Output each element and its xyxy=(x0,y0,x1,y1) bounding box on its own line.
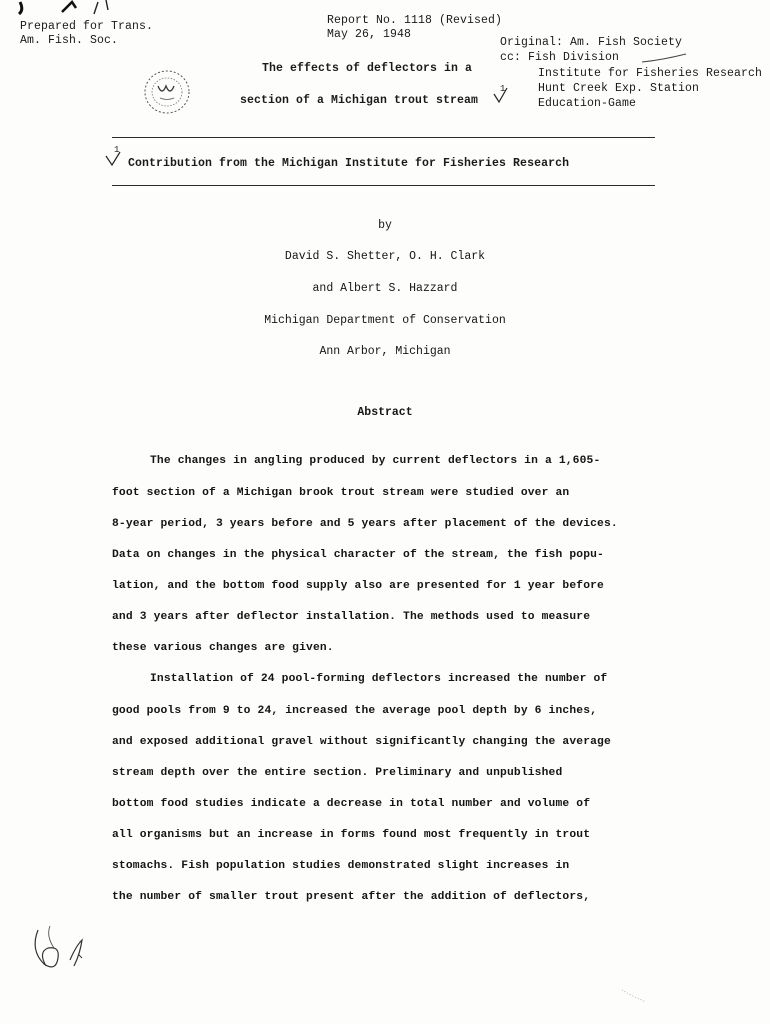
abstract-line: bottom food studies indicate a decrease in total number and volume of xyxy=(112,798,591,810)
byline-affiliation: Michigan Department of Conservation xyxy=(264,314,506,327)
prepared-for-line: Prepared for Trans. xyxy=(20,20,154,33)
abstract-line: The changes in angling produced by current deflectors in a 1,605- xyxy=(150,455,601,467)
report-date: May 26, 1948 xyxy=(327,28,412,41)
title-footnote-mark: 1 xyxy=(500,84,506,94)
library-stamp xyxy=(140,66,194,118)
distribution-cc4: Education-Game xyxy=(538,97,637,110)
title-line-2: section of a Michigan trout stream xyxy=(240,94,479,107)
abstract-line: Data on changes in the physical character of the stream, the fish popu- xyxy=(112,549,604,561)
handwritten-signature xyxy=(26,920,106,980)
title-line-1: The effects of deflectors in a xyxy=(262,62,473,75)
handwritten-tick xyxy=(640,52,690,66)
abstract-line: stomachs. Fish population studies demonstrated slight increases in xyxy=(112,860,570,872)
journal-line: Am. Fish. Soc. xyxy=(20,34,119,47)
distribution-cc2: Institute for Fisheries Research xyxy=(538,67,763,80)
abstract-line: the number of smaller trout present after the addition of deflectors, xyxy=(112,891,591,903)
distribution-cc1: cc: Fish Division xyxy=(500,51,620,64)
distribution-original: Original: Am. Fish Society xyxy=(500,36,683,49)
abstract-line: 8-year period, 3 years before and 5 years after placement of the devices. xyxy=(112,518,618,530)
contribution-text: Contribution from the Michigan Institute for Fisheries Research xyxy=(128,157,570,170)
abstract-line: lation, and the bottom food supply also are presented for 1 year before xyxy=(112,580,604,592)
handwritten-marks-top xyxy=(14,0,134,20)
abstract-line: good pools from 9 to 24, increased the average pool depth by 6 inches, xyxy=(112,705,598,717)
bottom-rule xyxy=(112,185,655,186)
top-rule xyxy=(112,137,655,138)
abstract-line: these various changes are given. xyxy=(112,642,334,654)
report-number: Report No. 1118 (Revised) xyxy=(327,14,503,27)
distribution-cc3: Hunt Creek Exp. Station xyxy=(538,82,700,95)
byline-authors-1: David S. Shetter, O. H. Clark xyxy=(284,250,486,263)
abstract-line: all organisms but an increase in forms found most frequently in trout xyxy=(112,829,591,841)
contribution-mark: 1 xyxy=(114,145,120,155)
abstract-line: Installation of 24 pool-forming deflectors increased the number of xyxy=(150,673,608,685)
scan-speck xyxy=(620,988,650,1004)
abstract-line: and 3 years after deflector installation. The methods used to measure xyxy=(112,611,591,623)
abstract-line: and exposed additional gravel without significantly changing the average xyxy=(112,736,611,748)
byline-authors-2: and Albert S. Hazzard xyxy=(312,282,458,295)
abstract-line: stream depth over the entire section. Preliminary and unpublished xyxy=(112,767,563,779)
byline-by: by xyxy=(378,219,392,232)
abstract-heading: Abstract xyxy=(357,406,413,419)
byline-location: Ann Arbor, Michigan xyxy=(319,345,451,358)
abstract-line: foot section of a Michigan brook trout stream were studied over an xyxy=(112,487,570,499)
